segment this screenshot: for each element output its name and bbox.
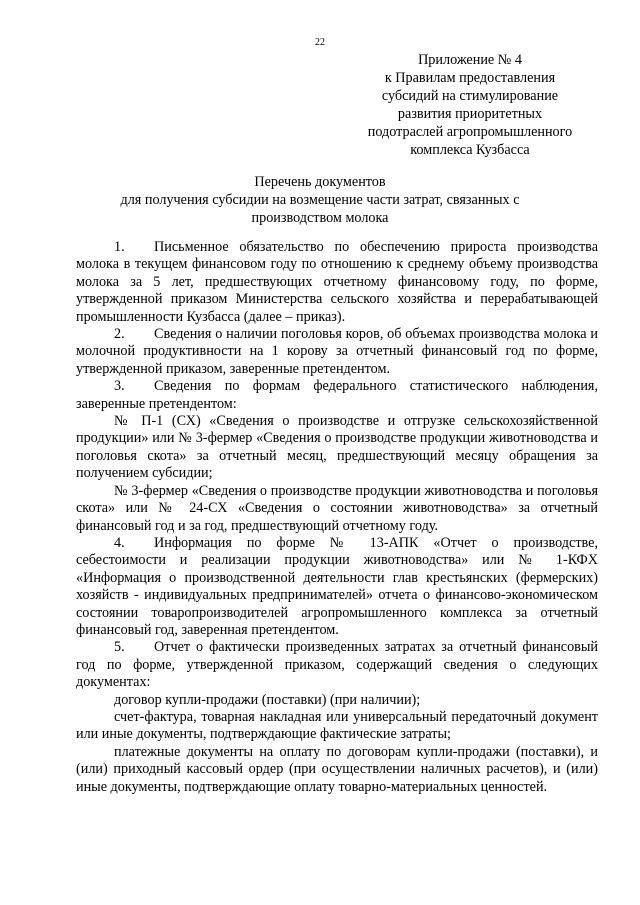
appendix-line: субсидий на стимулирование xyxy=(381,88,559,104)
appendix-line: подотраслей агропромышленного xyxy=(367,124,573,140)
item-number: 3. xyxy=(114,378,125,395)
list-item-1 xyxy=(76,239,598,326)
appendix-line: комплекса Кузбасса xyxy=(410,142,530,158)
list-subitem: договор купли-продажи (поставки) (при наличии); xyxy=(114,691,421,708)
list-subitem: счет-фактура, товарная накладная или универсальный передаточный документ или иные документы, подтверждающие фактические затраты; xyxy=(76,708,598,743)
appendix-line: развития приоритетных xyxy=(397,106,543,122)
appendix-header xyxy=(360,51,580,159)
appendix-line: Приложение № 4 xyxy=(418,52,522,68)
list-item-2 xyxy=(76,326,598,378)
title-line: для получения субсидии на возмещение части затрат, связанных с xyxy=(120,192,520,208)
title-line: Перечень документов xyxy=(254,174,386,190)
item-text: Отчет о фактически произведенных затратах за отчетный финансовый год по форме, утвержденной приказом, содержащий сведения о следующих документах: xyxy=(76,639,598,691)
item-number: 1. xyxy=(114,239,125,255)
list-item-5 xyxy=(76,639,598,691)
item-text: Информация по форме № 13-АПК «Отчет о производстве, себестоимости и реализации продукции животноводства» или № 1-КФХ «Информация о производственной деятельности глав крестьянских (фермерских) хозяйств - индивидуальных предпринимателей» отчета о финансово-экономическом состоянии товаропроизводителей агропромышленного комплекса за отчетный финансовый год, заверенная претендентом. xyxy=(76,534,598,638)
list-subitem: № 3-фермер «Сведения о производстве продукции животноводства и поголовья скота» или № 24-СХ «Сведения о состоянии животноводства» за отчетный финансовый год и за год, предшествующий отчетному году. xyxy=(76,482,598,534)
list-item-3 xyxy=(76,378,598,413)
list-subitem: платежные документы на оплату по договорам купли-продажи (поставки), и (или) приходный кассовый ордер (при осуществлении наличных расчетов), и (или) иные документы, подтверждающие оплату товарно-материальных ценностей. xyxy=(76,743,598,795)
appendix-line: к Правилам предоставления xyxy=(384,70,556,86)
item-text: Сведения по формам федерального статистического наблюдения, заверенные претендентом: xyxy=(76,378,598,412)
document-title xyxy=(80,173,560,227)
document-body xyxy=(76,239,598,796)
item-number: 4. xyxy=(114,534,125,551)
list-item-4 xyxy=(76,535,598,639)
page-number: 22 xyxy=(315,37,325,48)
item-text: Письменное обязательство по обеспечению прироста производства молока в текущем финансовом году по отношению к среднему объему производства молока за 5 лет, предшествующих отчетному финансовому году, по форме, утвержденной приказом Министерства сельского хозяйства и перерабатывающей промышленности Кузбасса (далее – приказ). xyxy=(76,239,598,325)
item-number: 2. xyxy=(114,326,125,343)
title-line: производством молока xyxy=(251,210,389,226)
item-number: 5. xyxy=(114,639,125,656)
list-subitem: № П-1 (СХ) «Сведения о производстве и отгрузке сельскохозяйственной продукции» или № 3-фермер «Сведения о производстве продукции животноводства и поголовья скота» за отчетный месяц, предшествующий месяцу обращения за получением субсидии; xyxy=(76,413,598,482)
item-text: Сведения о наличии поголовья коров, об объемах производства молока и молочной продуктивности на 1 корову за отчетный финансовый год по форме, утвержденной приказом, заверенные претендентом. xyxy=(76,326,598,377)
